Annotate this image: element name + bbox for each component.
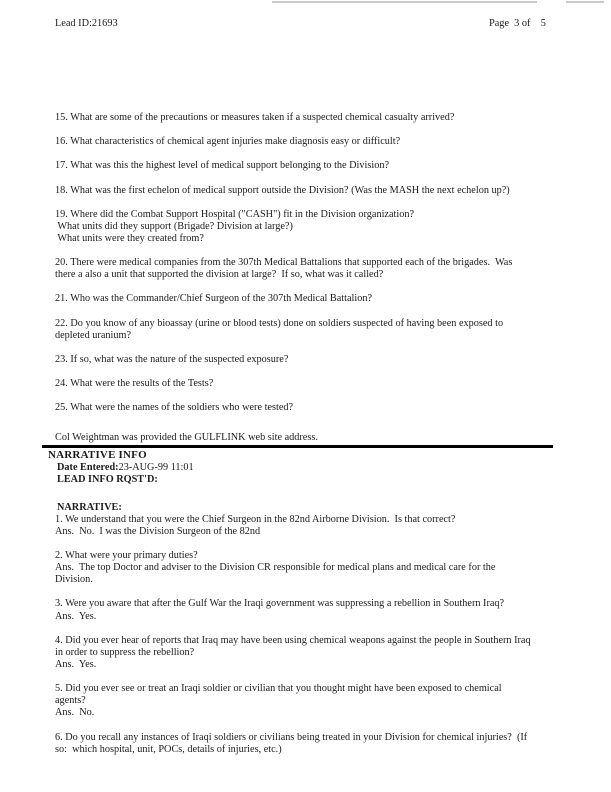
text-line: 24. What were the results of the Tests? [55,378,214,390]
text-line: 15. What are some of the precautions or measures taken if a suspected chemical casualty arrived? [55,112,455,123]
text-line: 17. What was this the highest level of medical support belonging to the Division? [55,160,390,172]
text-line: 25. What were the names of the soldiers who were tested? [55,402,294,414]
question-paragraph [55,136,560,148]
text-line: 2. What were your primary duties? [55,550,198,562]
text-line: 16. What characteristics of chemical agent injuries make diagnosis easy or difficult? [55,136,401,148]
gulflink-note: Col Weightman was provided the GULFLINK web site address. [55,432,318,444]
qa-paragraph [55,598,560,622]
date-entered-value: 23-AUG-99 11:01 [118,461,194,473]
lead-info-row [57,474,560,486]
text-line: 20. There were medical companies from the 307th Medical Battalions that supported each of the brigades. Was [55,257,513,269]
scan-artifact-line [272,1,537,3]
text-line: 22. Do you know of any bioassay (urine or blood tests) done on soldiers suspected of having been exposed to [55,317,504,329]
text-line: 23. If so, what was the nature of the suspected exposure? [55,353,289,365]
text-line: Ans. No. [55,707,95,719]
text-line: 18. What was the first echelon of medical support outside the Division? (Was the MASH the next echelon up?) [55,184,510,196]
text-line: Ans. Yes. [55,658,97,670]
text-line: Ans. Yes. [55,610,97,622]
qa-paragraph [55,732,560,756]
text-line: agents? [55,695,86,707]
document-body [48,112,560,768]
narrative-info-heading: NARRATIVE INFO [48,449,147,462]
question-paragraph [55,354,560,366]
question-paragraph [55,318,560,342]
qa-paragraph [55,514,560,538]
question-paragraph [55,209,560,245]
question-paragraph [55,378,560,390]
text-line: Ans. The top Doctor and adviser to the Division CR responsible for medical plans and medical care for the [55,562,496,574]
text-line: so: which hospital, unit, POCs, details of injuries, etc.) [55,743,282,755]
text-line: Ans. No. I was the Division Surgeon of the 82nd [55,525,261,537]
question-paragraph [55,293,560,305]
lead-info-label: LEAD INFO RQST'D: [57,473,158,485]
text-line: 3. Were you aware that after the Gulf War the Iraqi government was suppressing a rebellion in Southern Iraq? [55,598,505,610]
date-entered-label: Date Entered: [57,461,119,473]
text-line: depleted uranium? [55,329,131,341]
text-line: 21. Who was the Commander/Chief Surgeon of the 307th Medical Battalion? [55,293,373,305]
page-number: Page 3 of 5 [489,18,546,29]
scan-artifact-line [566,1,604,3]
questions-section [55,112,560,414]
text-line: in order to suppress the rebellion? [55,646,195,658]
question-paragraph [55,257,560,281]
text-line: 6. Do you recall any instances of Iraqi soldiers or civilians being treated in your Division for chemical injuries? (If [55,731,528,743]
text-line: 5. Did you ever see or treat an Iraqi soldier or civilian that you thought might have been exposed to chemical [55,683,502,695]
qa-paragraph [55,550,560,586]
text-line: 4. Did you ever hear of reports that Iraq may have been using chemical weapons against the people in Southern Iraq [55,634,531,646]
qa-paragraph [55,635,560,671]
question-paragraph [55,160,560,172]
text-line: What units were they created from? [55,232,204,244]
text-line: 1. We understand that you were the Chief Surgeon in the 82nd Airborne Division. Is that correct? [55,513,456,525]
text-line: Division. [55,574,93,586]
date-entered-row [57,462,560,474]
narrative-heading: NARRATIVE: [57,501,122,513]
text-line: 19. Where did the Combat Support Hospital ("CASH") fit in the Division organization? [55,208,415,220]
qa-paragraph [55,683,560,719]
text-line: there a also a unit that supported the division at large? If so, what was it called? [55,269,384,281]
text-line: What units did they support (Brigade? Division at large?) [55,220,293,232]
question-paragraph [55,402,560,414]
narrative-qa-section [55,514,560,756]
lead-id: Lead ID:21693 [55,18,118,29]
question-paragraph [55,112,560,124]
question-paragraph [55,185,560,197]
section-divider [42,445,553,448]
